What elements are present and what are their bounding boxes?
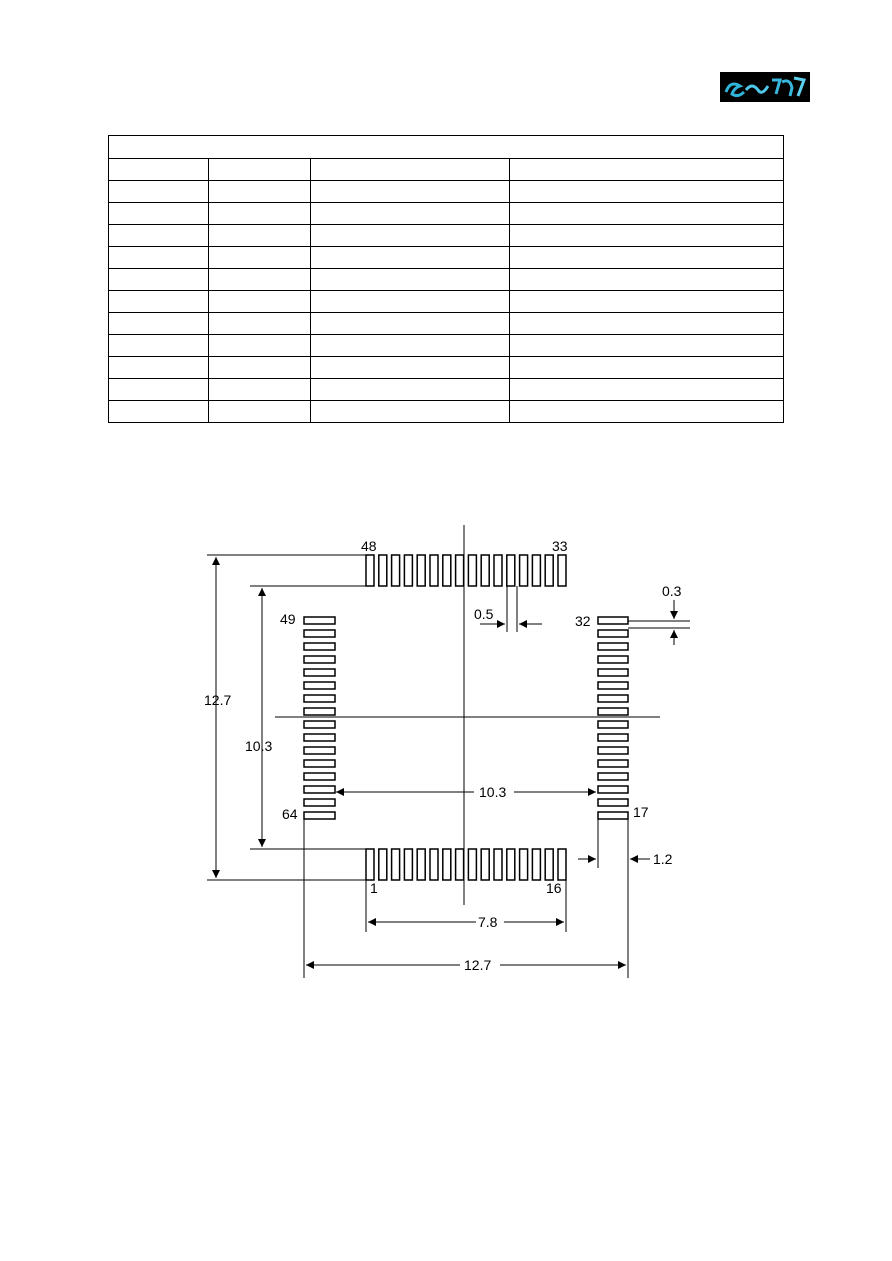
pad — [598, 721, 628, 728]
pad-column-left — [304, 617, 335, 819]
pad — [304, 799, 335, 806]
pad — [304, 669, 335, 676]
pad — [481, 555, 489, 586]
pad — [304, 695, 335, 702]
pad — [558, 849, 566, 880]
pad — [379, 849, 387, 880]
pin-label-64: 64 — [282, 806, 298, 822]
pad — [507, 849, 515, 880]
pad — [304, 812, 335, 819]
pin-label-17: 17 — [633, 804, 649, 820]
pad — [598, 747, 628, 754]
pad — [304, 721, 335, 728]
overall-width-label: 12.7 — [464, 957, 492, 973]
pad — [456, 849, 464, 880]
pad — [545, 555, 553, 586]
pad — [598, 656, 628, 663]
pad — [304, 734, 335, 741]
pad — [468, 849, 476, 880]
pad — [392, 555, 400, 586]
pin-label-33: 33 — [552, 538, 568, 554]
pad — [379, 555, 387, 586]
pad — [481, 849, 489, 880]
pad — [443, 555, 451, 586]
pad — [598, 773, 628, 780]
pad-row-top — [366, 555, 566, 586]
pad — [417, 555, 425, 586]
pin-label-49: 49 — [280, 611, 296, 627]
pad — [366, 555, 374, 586]
pad — [598, 734, 628, 741]
inner-height-label: 10.3 — [245, 738, 273, 754]
pad — [598, 799, 628, 806]
pad — [430, 849, 438, 880]
pad — [532, 555, 540, 586]
pin-label-48: 48 — [361, 538, 377, 554]
pad — [304, 617, 335, 624]
pad — [598, 643, 628, 650]
pad — [304, 682, 335, 689]
pad — [598, 630, 628, 637]
pad — [304, 630, 335, 637]
pad — [532, 849, 540, 880]
pad — [520, 555, 528, 586]
pad — [598, 760, 628, 767]
pad — [443, 849, 451, 880]
pad — [304, 773, 335, 780]
pad — [507, 555, 515, 586]
pad — [304, 747, 335, 754]
pad — [430, 555, 438, 586]
pad — [304, 760, 335, 767]
pin-label-1: 1 — [370, 880, 378, 896]
pad — [468, 555, 476, 586]
pad-width-label: 0.3 — [662, 583, 682, 599]
pad — [545, 849, 553, 880]
pad — [598, 695, 628, 702]
inner-width-label: 10.3 — [479, 784, 507, 800]
pad — [404, 849, 412, 880]
pad — [598, 617, 628, 624]
pad — [520, 849, 528, 880]
pad — [304, 786, 335, 793]
pad — [304, 656, 335, 663]
pad — [456, 555, 464, 586]
pad — [304, 643, 335, 650]
pin-label-32: 32 — [575, 613, 591, 629]
pad — [598, 682, 628, 689]
overall-height-label: 12.7 — [204, 692, 232, 708]
pad — [494, 849, 502, 880]
pad — [366, 849, 374, 880]
pad — [598, 812, 628, 819]
pad — [598, 669, 628, 676]
pad-length-label: 1.2 — [653, 851, 673, 867]
pad — [304, 708, 335, 715]
pad — [598, 786, 628, 793]
pin-label-16: 16 — [546, 880, 562, 896]
pad — [392, 849, 400, 880]
pad — [417, 849, 425, 880]
pad-row-bottom — [366, 849, 566, 880]
pad-column-right — [598, 617, 628, 819]
pitch-label: 0.5 — [474, 606, 494, 622]
pad — [494, 555, 502, 586]
pad — [404, 555, 412, 586]
pad — [558, 555, 566, 586]
row-span-label: 7.8 — [478, 914, 498, 930]
pad — [598, 708, 628, 715]
